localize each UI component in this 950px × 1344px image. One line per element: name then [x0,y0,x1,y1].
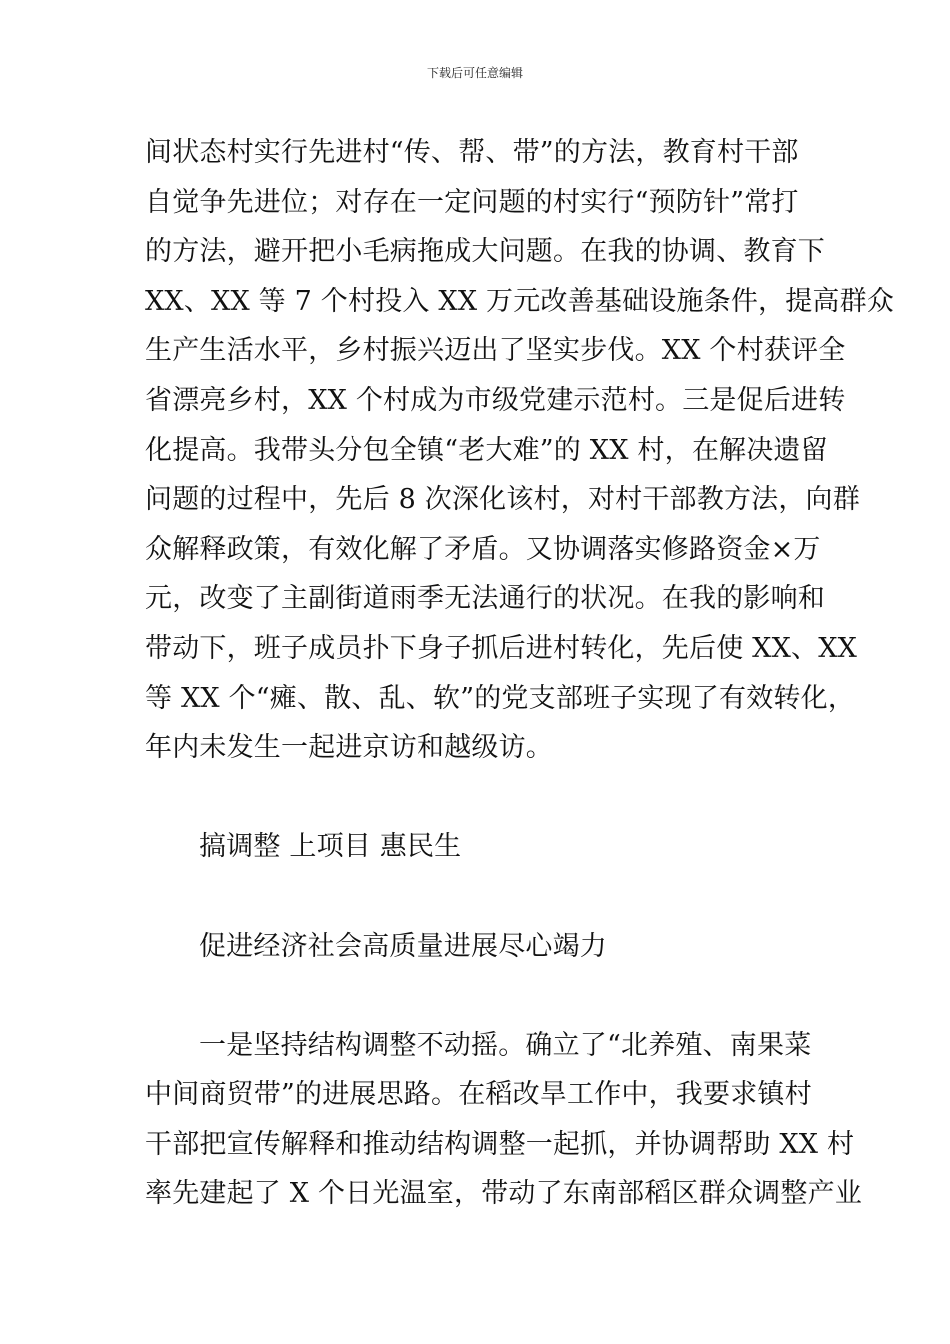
text-line: 生产生活水平，乡村振兴迈出了坚实步伐。XX 个村获评全 [145,335,846,367]
text-line: 元，改变了主副街道雨季无法通行的状况。在我的影响和 [145,583,825,615]
paragraph-gap [145,971,825,1021]
text-line: 自觉争先进位；对存在一定问题的村实行“预防针”常打 [145,186,799,218]
paragraph-gap [145,872,825,922]
text-line: 问题的过程中，先后 8 次深化该村，对村干部教方法，向群 [145,484,860,516]
document-body [145,128,895,1219]
paragraph-2 [145,1021,862,1219]
section-subheading: 促进经济社会高质量进展尽心竭力 [199,930,607,962]
text-line: 年内未发生一起进京访和越级访。 [145,732,553,764]
text-line: 间状态村实行先进村“传、帮、带”的方法，教育村干部 [145,137,799,168]
text-line: 省漂亮乡村，XX 个村成为市级党建示范村。三是促后进转 [145,384,846,416]
section-heading: 搞调整 上项目 惠民生 [199,831,462,863]
text-line: 一是坚持结构调整不动摇。确立了“北养殖、南果菜 [199,1029,812,1061]
text-line: 众解释政策，有效化解了矛盾。又协调落实修路资金×万 [145,533,821,565]
text-line: 干部把宣传解释和推动结构调整一起抓，并协调帮助 XX 村 [145,1128,855,1160]
paragraph-1 [145,128,895,773]
text-line: 中间商贸带”的进展思路。在稻改旱工作中，我要求镇村 [145,1079,812,1111]
page-header: 下载后可任意编辑 [426,66,523,80]
paragraph-gap [145,773,825,823]
text-line: 带动下，班子成员扑下身子抓后进村转化，先后使 XX、XX [145,632,858,664]
text-line: 化提高。我带头分包全镇“老大难”的 XX 村，在解决遗留 [145,434,828,466]
text-line: 等 XX 个“瘫、散、乱、软”的党支部班子实现了有效转化， [145,682,856,714]
text-line: 的方法，避开把小毛病拖成大问题。在我的协调、教育下 [145,236,825,268]
text-line: XX、XX 等 7 个村投入 XX 万元改善基础设施条件，提高群众 [145,285,895,317]
text-line: 率先建起了 X 个日光温室，带动了东南部稻区群众调整产业 [145,1178,862,1210]
